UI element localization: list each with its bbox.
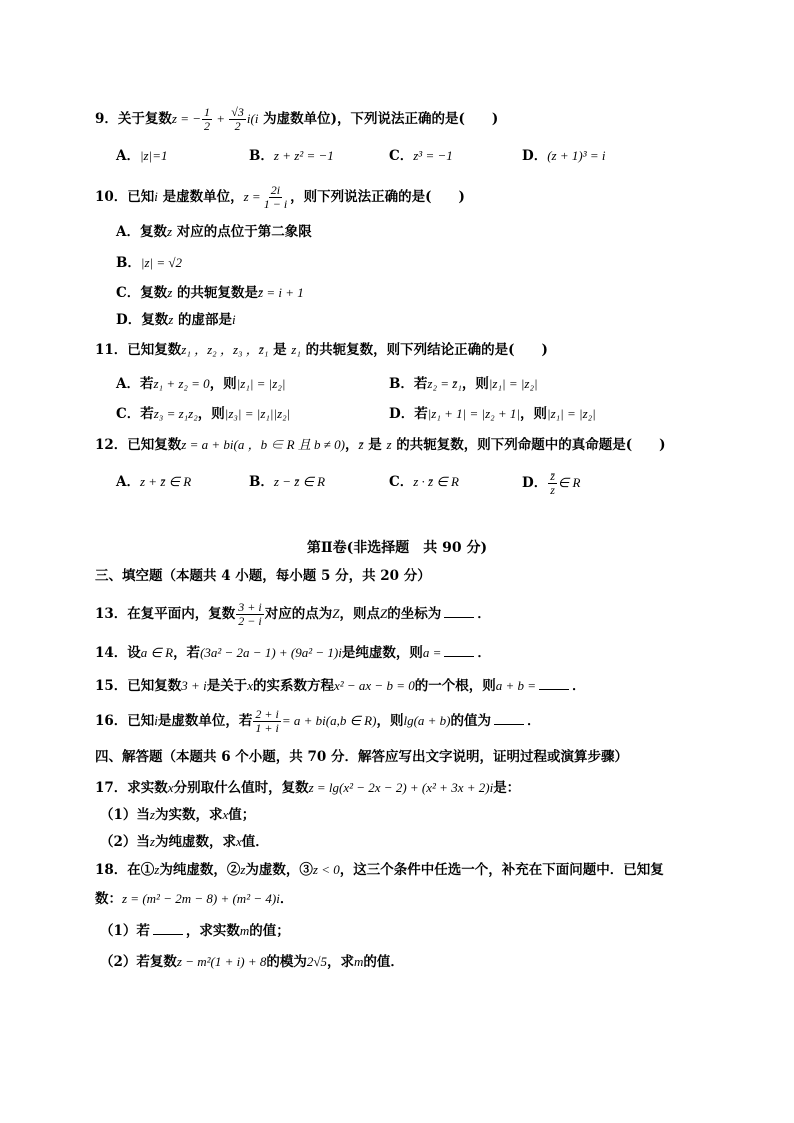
question-12 [95, 435, 666, 455]
q18-math: z = (m² − 2m − 8) + (m² − 4)i [122, 891, 280, 906]
q15-prefix: 15．已知复数 [95, 678, 182, 694]
q18-text: 18．在① [95, 862, 155, 878]
q11-mid: 是 [268, 342, 292, 358]
q9-option-b[interactable] [249, 146, 334, 166]
q13-Z-2: Z [379, 606, 388, 621]
q9-math: z = − [171, 111, 202, 126]
q11-option-c[interactable] [116, 404, 290, 424]
part-math: m [353, 954, 364, 969]
question-17 [95, 778, 520, 798]
q11-prefix: 11．已知复数 [95, 342, 182, 358]
q15-mid: 是关于 [206, 678, 248, 694]
option-label: D． [389, 406, 415, 422]
q14-math-2: (3a² − 2a − 1) + (9a² − 1)i [200, 645, 342, 660]
q17-x: x [167, 780, 174, 795]
option-math-2: |z₁| = |z₂| [547, 406, 596, 421]
option-rest: 的共轭复数是 [172, 285, 259, 301]
option-label: C． [116, 285, 141, 301]
q17-part-1 [100, 805, 255, 825]
q16-math-1: = a + bi(a,b ∈ R) [281, 713, 377, 728]
option-math: (z + 1)³ = i [547, 148, 606, 163]
option-text: 复数 [140, 285, 168, 301]
q18-line-2 [95, 889, 293, 909]
part-math: x [235, 834, 242, 849]
question-14: 14．设a ∈ R，若(3a² − 2a − 1) + (9a² − 1)i是纯虚数，则a = ． [95, 642, 491, 663]
option-label: C． [116, 406, 141, 422]
part-text: 的值； [249, 923, 290, 939]
part-math: x [222, 807, 229, 822]
q13-mid: 对应的点为 [264, 606, 333, 622]
part-math: z [149, 834, 155, 849]
q11-option-d[interactable] [389, 404, 596, 424]
q15-x: x [247, 678, 253, 693]
option-label: D． [522, 148, 548, 164]
option-math: ∈ R [557, 475, 581, 490]
option-label: B． [249, 474, 274, 490]
q16-prefix: 16．已知 [95, 713, 155, 729]
part-text: （1）当 [100, 807, 150, 823]
option-math: z [166, 224, 173, 239]
q9-fraction-2 [229, 106, 246, 133]
part-text: 值． [241, 834, 269, 850]
q10-option-c[interactable] [116, 283, 304, 303]
part-text: ，求实数 [185, 923, 240, 939]
frac-den: 2 − i [238, 614, 262, 628]
q12-suffix: 的共轭复数，则下列命题中的真命题是( ) [391, 437, 666, 453]
q12-mid2: 是 [363, 437, 387, 453]
option-math: z₃ = z₁z₂ [153, 406, 198, 421]
q18-text: 数： [95, 891, 122, 907]
part-text: （2）当 [100, 834, 150, 850]
q11-option-a[interactable] [116, 374, 285, 394]
q15-math-3: a + b = [495, 678, 537, 693]
q13-suffix: 的坐标为 [387, 606, 442, 622]
option-label: D． [116, 312, 142, 328]
q14-prefix: 14．设 [95, 645, 141, 661]
option-math: z + z̄ ∈ R [139, 474, 192, 489]
part-text: ，求 [326, 954, 354, 970]
q13-prefix: 13．在复平面内，复数 [95, 606, 236, 622]
option-math-2: i [231, 312, 236, 327]
q13-fraction [236, 601, 263, 628]
frac-den: 2 [234, 119, 241, 133]
q9-option-a[interactable] [116, 146, 167, 166]
part-2-title: 第Ⅱ卷(非选择题 共 90 分) [306, 540, 488, 556]
q15-mid2: 的实系数方程 [252, 678, 334, 694]
option-math: z · z̄ ∈ R [413, 474, 459, 489]
question-10 [95, 184, 465, 211]
option-text: 复数 [141, 312, 169, 328]
option-math: z₂ = z̄₁ [427, 376, 462, 391]
option-rest: ，则 [520, 406, 547, 422]
q12-d-fraction [548, 470, 557, 497]
q9-prefix: 9．关于复数 [95, 111, 172, 127]
q15-answer-blank[interactable] [539, 675, 569, 690]
q15-math-1: 3 + i [181, 678, 207, 693]
part-text: 为实数，求 [154, 807, 223, 823]
option-label: A． [116, 224, 140, 240]
option-math: z + z² = −1 [273, 148, 334, 163]
option-label: A． [116, 376, 140, 392]
frac-den: z [550, 483, 555, 497]
q12-option-b[interactable] [249, 472, 325, 492]
q9-i: i(i [246, 111, 259, 126]
part-text: 为纯虚数，求 [154, 834, 236, 850]
q10-suffix: ，则下列说法正确的是( ) [290, 189, 465, 205]
frac-num: 2 + i [255, 707, 279, 721]
frac-num: 3 + i [238, 600, 262, 614]
option-label: C． [389, 474, 414, 490]
option-math-2: z̄ = i + 1 [258, 285, 304, 300]
q11-suffix: 的共轭复数，则下列结论正确的是( ) [300, 342, 548, 358]
q12-option-c[interactable] [389, 472, 459, 492]
q18-text: 为纯虚数，② [159, 862, 241, 878]
part-text: （1）若 [100, 923, 150, 939]
option-label: B． [389, 376, 414, 392]
q14-math-3: a = [422, 645, 442, 660]
option-text: 若 [414, 406, 428, 422]
q14-mid2: 是纯虚数，则 [341, 645, 423, 661]
question-11 [95, 340, 548, 360]
frac-den: 1 + i [255, 721, 279, 735]
frac-den: 1 − i [263, 197, 288, 211]
q10-mid: 是虚数单位， [157, 189, 244, 205]
option-math-2: |z₁| = |z₂| [488, 376, 538, 391]
frac-num: z̄ [550, 469, 555, 483]
option-math-2: |z₁| = |z₂| [236, 376, 286, 391]
q16-i: i [154, 713, 158, 728]
q17-suffix: 是： [493, 780, 521, 796]
frac-den: 2 [204, 119, 211, 133]
option-math: z − z̄ ∈ R [273, 474, 326, 489]
option-label: B． [116, 255, 141, 271]
option-text: 若 [413, 376, 428, 392]
q9-option-c[interactable] [389, 146, 453, 166]
q16-fraction [253, 708, 280, 735]
q17-prefix: 17．求实数 [95, 780, 168, 796]
q9-suffix: 为虚数单位)，下列说法正确的是( ) [258, 111, 499, 127]
part-math: z [149, 807, 155, 822]
q18-z: z [240, 862, 246, 877]
part-text: 值； [228, 807, 256, 823]
q18-condition-blank[interactable] [153, 920, 183, 935]
q16-mid: 是虚数单位，若 [157, 713, 253, 729]
option-rest: ，则 [209, 376, 237, 392]
option-math: z [167, 285, 173, 300]
part-math: z − m²(1 + i) + 8 [176, 954, 267, 969]
q16-answer-blank[interactable] [494, 710, 524, 725]
q11-z1: z₁ [291, 342, 301, 357]
q10-i: i [154, 189, 158, 204]
option-text: 若 [140, 406, 154, 422]
q12-option-a[interactable] [116, 472, 191, 492]
q18-text: 为虚数，③ [245, 862, 313, 878]
q18-text: ，这三个条件中任选一个，补充在下面问题中．已知复 [339, 862, 664, 878]
q12-option-d[interactable] [522, 470, 580, 497]
q10-option-a[interactable] [116, 222, 312, 242]
option-text: 若 [139, 376, 154, 392]
option-math: |z| = √2 [140, 255, 183, 270]
q9-option-d[interactable] [522, 146, 606, 166]
part-text: 的模为 [266, 954, 307, 970]
q12-z: z [386, 437, 392, 452]
option-rest: ，则 [197, 406, 225, 422]
q10-option-d[interactable] [116, 310, 236, 330]
q16-suffix: 的值为 [450, 713, 491, 729]
option-math: z [168, 312, 174, 327]
option-label: A． [116, 148, 140, 164]
q12-prefix: 12．已知复数 [95, 437, 182, 453]
part-math: m [239, 923, 250, 938]
frac-num: √3 [231, 105, 244, 119]
question-9 [95, 106, 498, 133]
option-text: 复数 [139, 224, 167, 240]
frac-num: 2i [270, 183, 281, 197]
q18-z: z [154, 862, 160, 877]
section-4-heading: 四、解答题（本题共 6 个小题，共 70 分．解答应写出文字说明，证明过程或演算步骤） [95, 749, 628, 765]
question-18 [95, 860, 664, 880]
option-rest: 的虚部是 [173, 312, 232, 328]
option-math: z₁ + z₂ = 0 [153, 376, 210, 391]
q17-mid: 分别取什么值时，复数 [173, 780, 309, 796]
q14-answer-blank[interactable] [444, 642, 474, 657]
q11-option-b[interactable] [389, 374, 538, 394]
frac-num: 1 [204, 105, 211, 119]
option-label: C． [389, 148, 414, 164]
option-label: D． [522, 475, 548, 491]
q9-plus: + [213, 111, 229, 126]
q11-vars: z₁ ，z₂ ，z₃ ，z̄₁ [181, 342, 269, 357]
q15-mid3: 的一个根，则 [414, 678, 496, 694]
q9-fraction-1 [202, 106, 212, 133]
q16-math-2: lg(a + b) [403, 713, 451, 728]
option-math: |z₁ + 1| = |z₂ + 1| [427, 406, 520, 421]
q14-mid: ，若 [173, 645, 201, 661]
part-text: （2）若复数 [100, 954, 177, 970]
option-rest: ，则 [461, 376, 489, 392]
option-math: |z|=1 [139, 148, 168, 163]
q12-math: z = a + bi(a ，b ∈ R 且 b ≠ 0) [181, 437, 345, 452]
q14-math-1: a ∈ R [140, 645, 174, 660]
option-math: z³ = −1 [413, 148, 453, 163]
q10-fraction [262, 184, 289, 211]
q16-mid2: ，则 [376, 713, 404, 729]
option-rest: 对应的点位于第二象限 [172, 224, 312, 240]
q10-option-b[interactable] [116, 253, 182, 273]
q13-Z: Z [332, 606, 340, 621]
question-15: 15．已知复数3 + i是关于x的实系数方程x² − ax − b = 0的一个根，则a + b = ． [95, 675, 586, 696]
q15-math-2: x² − ax − b = 0 [333, 678, 415, 693]
question-13: 13．在复平面内，复数 $\frac{3 + i}{2 - i}$ 对应的点为Z，则点Z的坐标为 ． [95, 600, 491, 628]
q12-mid: ， [345, 437, 359, 453]
option-math-2: |z₃| = |z₁||z₂| [224, 406, 291, 421]
q18-text: ． [279, 891, 294, 907]
part-text: 的值． [363, 954, 404, 970]
q18-math: z < 0 [312, 862, 340, 877]
q13-answer-blank[interactable] [444, 603, 474, 618]
option-label: A． [116, 474, 140, 490]
question-16: 16．已知i是虚数单位，若 $\frac{2 + i}{1 + i}$ = a + bi(a,b ∈ R)，则lg(a + b)的值为 ． [95, 707, 541, 735]
q18-part-2 [100, 952, 404, 972]
part-math: 2√5 [306, 954, 327, 969]
q18-part-1 [100, 920, 290, 941]
q17-math: z = lg(x² − 2x − 2) + (x² + 3x + 2)i [308, 780, 494, 795]
q10-prefix: 10．已知 [95, 189, 155, 205]
q10-math: z = [243, 189, 261, 204]
q17-part-2 [100, 832, 269, 852]
q13-mid2: ，则点 [339, 606, 380, 622]
section-3-heading: 三、填空题（本题共 4 小题，每小题 5 分，共 20 分） [95, 568, 431, 584]
q12-zbar: z̄ [358, 437, 364, 452]
option-label: B． [249, 148, 274, 164]
